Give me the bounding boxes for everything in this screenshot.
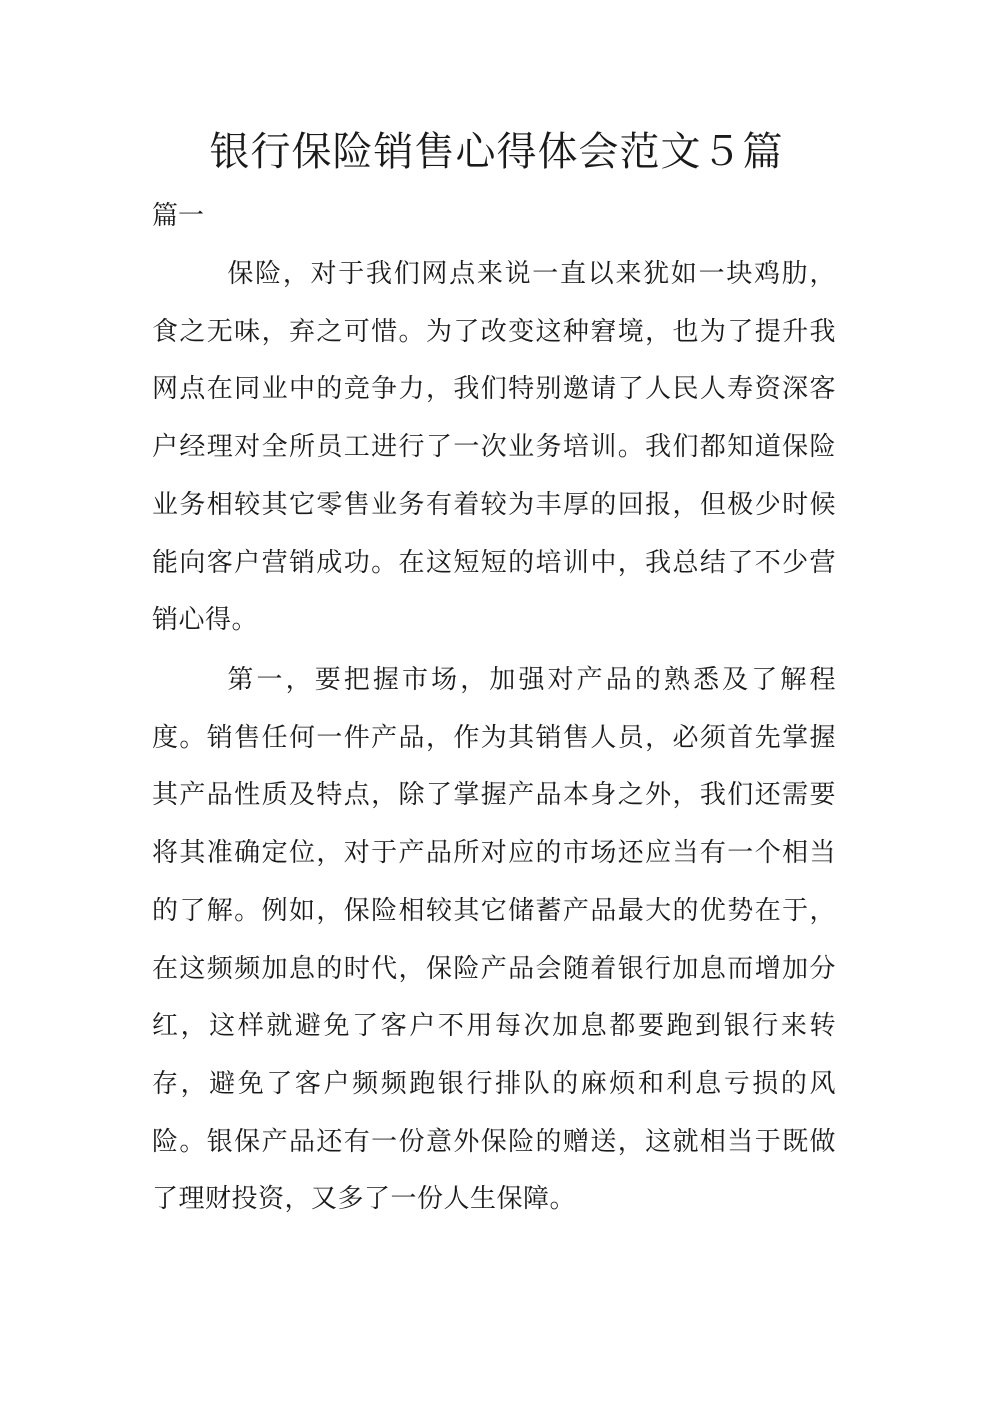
document-title: 银行保险销售心得体会范文５篇 [209, 129, 784, 175]
paragraph-2: 第一，要把握市场，加强对产品的熟悉及了解程度。销售任何一件产品，作为其销售人员，必须首先掌握其产品性质及特点，除了掌握产品本身之外，我们还需要将其准确定位，对于产品所对应的市场还应当有一个相当的了解。例如，保险相较其它储蓄产品最大的优势在于，在这频频加息的时代，保险产品会随着银行加息而增加分红，这样就避免了客户不用每次加息都要跑到银行来转存，避免了客户频频跑银行排队的麻烦和利息亏损的风险。银保产品还有一份意外保险的赠送，这就相当于既做了理财投资，又多了一份人生保障。 [152, 665, 836, 1215]
paragraph-1: 保险，对于我们网点来说一直以来犹如一块鸡肋，食之无味，弃之可惜。为了改变这种窘境，也为了提升我网点在同业中的竞争力，我们特别邀请了人民人寿资深客户经理对全所员工进行了一次业务培训。我们都知道保险业务相较其它零售业务有着较为丰厚的回报，但极少时候能向客户营销成功。在这短短的培训中，我总结了不少营销心得。 [152, 259, 836, 636]
section-label: 篇一 [152, 201, 205, 231]
